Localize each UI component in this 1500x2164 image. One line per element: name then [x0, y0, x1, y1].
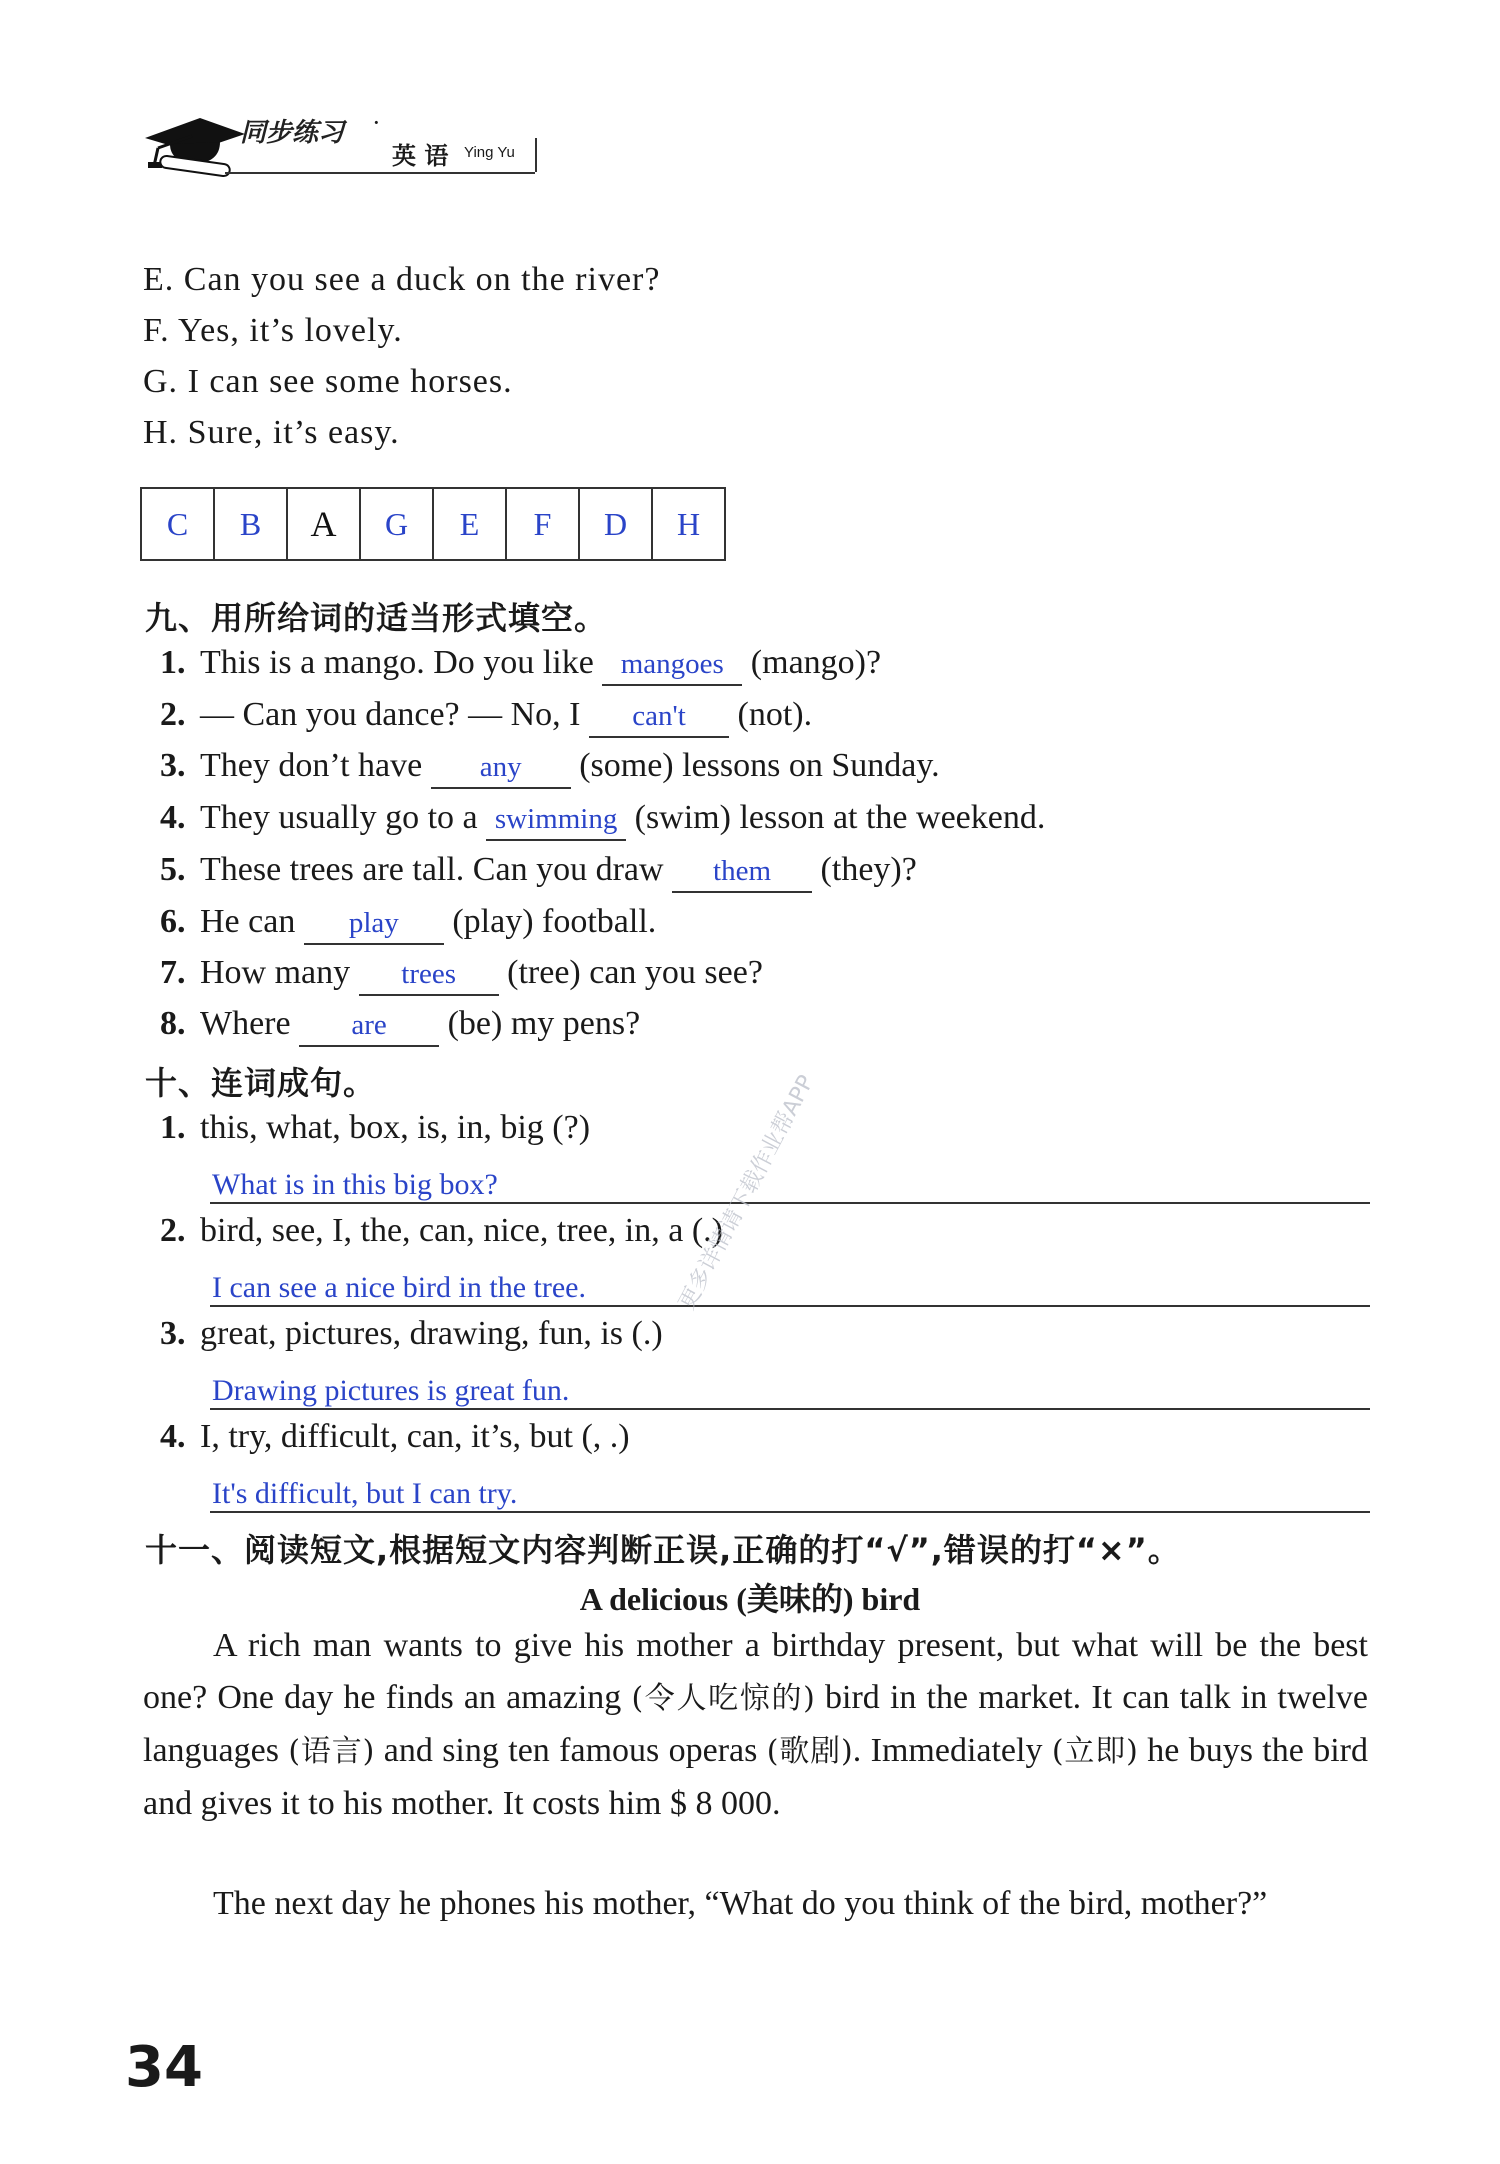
- answer-line: I can see a nice bird in the tree.: [210, 1265, 1370, 1307]
- fill-item-3: 3. They don’t have any (some) lessons on Sunday.: [160, 746, 940, 789]
- subject-pinyin: Ying Yu: [464, 144, 515, 161]
- answer-cell: H: [652, 488, 725, 560]
- answer-blank: them: [672, 850, 812, 893]
- reorder-item-4: 4. I, try, difficult, can, it’s, but (, .): [160, 1418, 630, 1455]
- header-dot: ·: [372, 108, 381, 137]
- reorder-item-3: 3. great, pictures, drawing, fun, is (.): [160, 1315, 663, 1352]
- answer-cell: E: [433, 488, 506, 560]
- subject-label: 英 语: [392, 142, 449, 170]
- answer-blank: swimming: [486, 798, 626, 841]
- answer-cell: G: [360, 488, 433, 560]
- answer-table: [140, 487, 726, 561]
- story-paragraph-2: The next day he phones his mother, “What do you think of the bird, mother?”: [213, 1885, 1268, 1922]
- reorder-item-2: 2. bird, see, I, the, can, nice, tree, in, a (.): [160, 1212, 723, 1249]
- answer-line: Drawing pictures is great fun.: [210, 1368, 1370, 1410]
- watermark: 更多详情请下载作业帮APP: [674, 1071, 820, 1315]
- answer-cell: C: [141, 488, 214, 560]
- fill-item-1: 1. This is a mango. Do you like mangoes (mango)?: [160, 643, 881, 686]
- fill-item-6: 6. He can play (play) football.: [160, 902, 656, 945]
- page-header: [140, 100, 540, 180]
- answer-line: It's difficult, but I can try.: [210, 1471, 1370, 1513]
- option-f: F. Yes, it’s lovely.: [143, 312, 403, 349]
- answer-blank: are: [299, 1004, 439, 1047]
- option-h: H. Sure, it’s easy.: [143, 414, 400, 451]
- answer-blank: can't: [589, 695, 729, 738]
- section-10-heading: 十、连词成句。: [145, 1064, 377, 1102]
- header-rule: [225, 172, 535, 174]
- story-paragraph-1: A rich man wants to give his mother a birthday present, but what will be the best one? One day he finds an amazing (令人吃惊的) bird in the market. It can talk in twelve languages (语言) and sing ten famous operas (歌剧). Immediately (立即) he buys the bird and gives it to his mother. It costs him $ 8 000.: [143, 1627, 1368, 1822]
- fill-item-7: 7. How many trees (tree) can you see?: [160, 953, 763, 996]
- answer-cell: D: [579, 488, 652, 560]
- answer-cell: F: [506, 488, 579, 560]
- story-title: A delicious (美味的) bird: [579, 1581, 921, 1617]
- fill-item-2: 2. — Can you dance? — No, I can't (not).: [160, 695, 812, 738]
- answer-cell: A: [287, 488, 360, 560]
- book-title: 同步练习: [240, 118, 345, 148]
- answer-blank: play: [304, 902, 444, 945]
- answer-line: What is in this big box?: [210, 1162, 1370, 1204]
- graduation-cap-icon: [140, 100, 250, 180]
- reorder-item-1: 1. this, what, box, is, in, big (?): [160, 1109, 591, 1146]
- page-number: 34: [125, 2035, 203, 2100]
- fill-item-8: 8. Where are (be) my pens?: [160, 1004, 640, 1047]
- section-11-heading: 十一、阅读短文,根据短文内容判断正误,正确的打“√”,错误的打“×”。: [145, 1531, 1181, 1569]
- option-e: E. Can you see a duck on the river?: [143, 261, 661, 298]
- answer-blank: trees: [359, 953, 499, 996]
- option-g: G. I can see some horses.: [143, 363, 513, 400]
- answer-blank: mangoes: [602, 643, 742, 686]
- section-9-heading: 九、用所给词的适当形式填空。: [145, 599, 608, 637]
- header-tick: [535, 138, 537, 172]
- answer-blank: any: [431, 746, 571, 789]
- fill-item-4: 4. They usually go to a swimming (swim) lesson at the weekend.: [160, 798, 1045, 841]
- answer-cell: B: [214, 488, 287, 560]
- fill-item-5: 5. These trees are tall. Can you draw them (they)?: [160, 850, 917, 893]
